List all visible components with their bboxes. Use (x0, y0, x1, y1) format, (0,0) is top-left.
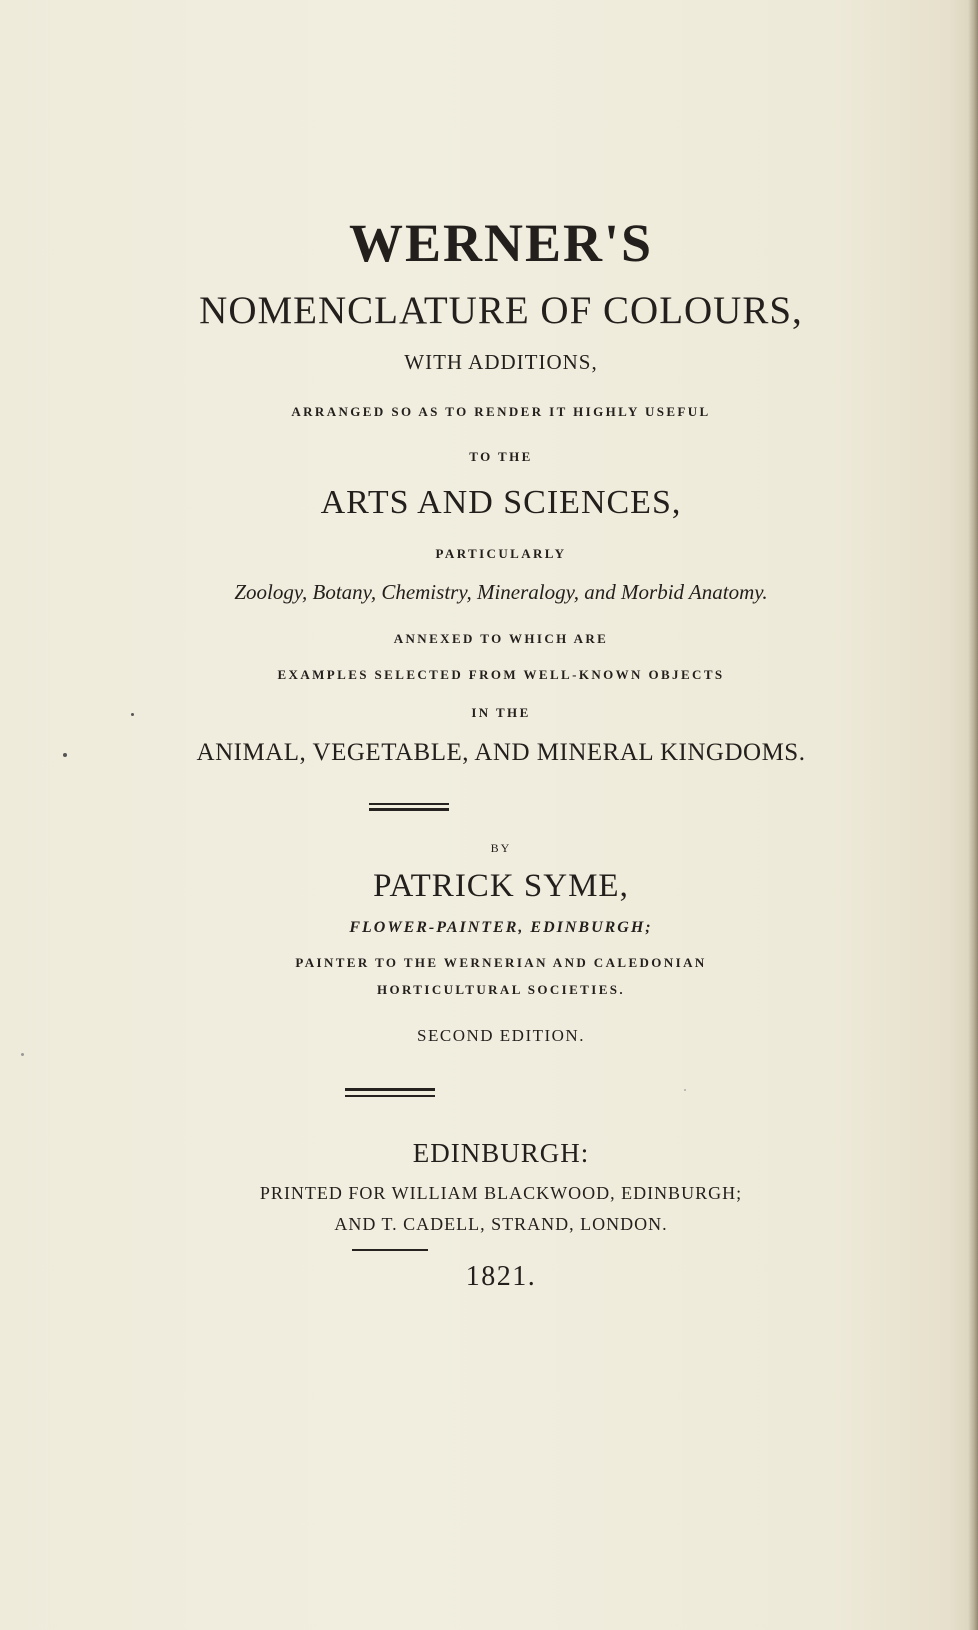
ink-speck (63, 753, 67, 757)
annexed-line: ANNEXED TO WHICH ARE (393, 631, 609, 646)
printer-line-1: PRINTED FOR WILLIAM BLACKWOOD, EDINBURGH; (259, 1183, 743, 1203)
ink-speck (684, 1089, 686, 1091)
in-the-line: IN THE (471, 705, 531, 720)
publication-city: EDINBURGH: (412, 1138, 590, 1168)
arranged-line: ARRANGED SO AS TO RENDER IT HIGHLY USEFUL (291, 404, 711, 419)
book-subtitle: NOMENCLATURE OF COLOURS, (199, 289, 803, 332)
single-rule-bottom (352, 1249, 428, 1251)
author-profession: FLOWER-PAINTER, EDINBURGH; (349, 919, 653, 936)
kingdoms-line: ANIMAL, VEGETABLE, AND MINERAL KINGDOMS. (196, 739, 806, 766)
ink-speck (21, 1053, 24, 1056)
examples-line: EXAMPLES SELECTED FROM WELL-KNOWN OBJECTS (277, 667, 725, 682)
author-name: PATRICK SYME, (373, 868, 629, 904)
with-additions-line: WITH ADDITIONS, (404, 350, 598, 374)
particularly-line: PARTICULARLY (435, 546, 567, 561)
double-rule-top-1 (369, 803, 449, 805)
printer-line-2: AND T. CADELL, STRAND, LONDON. (334, 1214, 668, 1234)
to-the-line: TO THE (469, 449, 533, 464)
sciences-list-line: Zoology, Botany, Chemistry, Mineralogy, and Morbid Anatomy. (234, 580, 768, 604)
ink-speck (131, 713, 134, 716)
double-rule-middle-2 (345, 1095, 435, 1097)
painter-societies-line-1: PAINTER TO THE WERNERIAN AND CALEDONIAN (295, 955, 707, 970)
book-title: WERNER'S (348, 213, 654, 273)
double-rule-middle-1 (345, 1088, 435, 1091)
publication-year: 1821. (465, 1261, 537, 1292)
by-line: BY (490, 841, 512, 855)
painter-societies-line-2: HORTICULTURAL SOCIETIES. (376, 982, 626, 997)
edition-line: SECOND EDITION. (417, 1026, 585, 1045)
arts-and-sciences-line: ARTS AND SCIENCES, (320, 484, 682, 521)
double-rule-top-2 (369, 808, 449, 811)
